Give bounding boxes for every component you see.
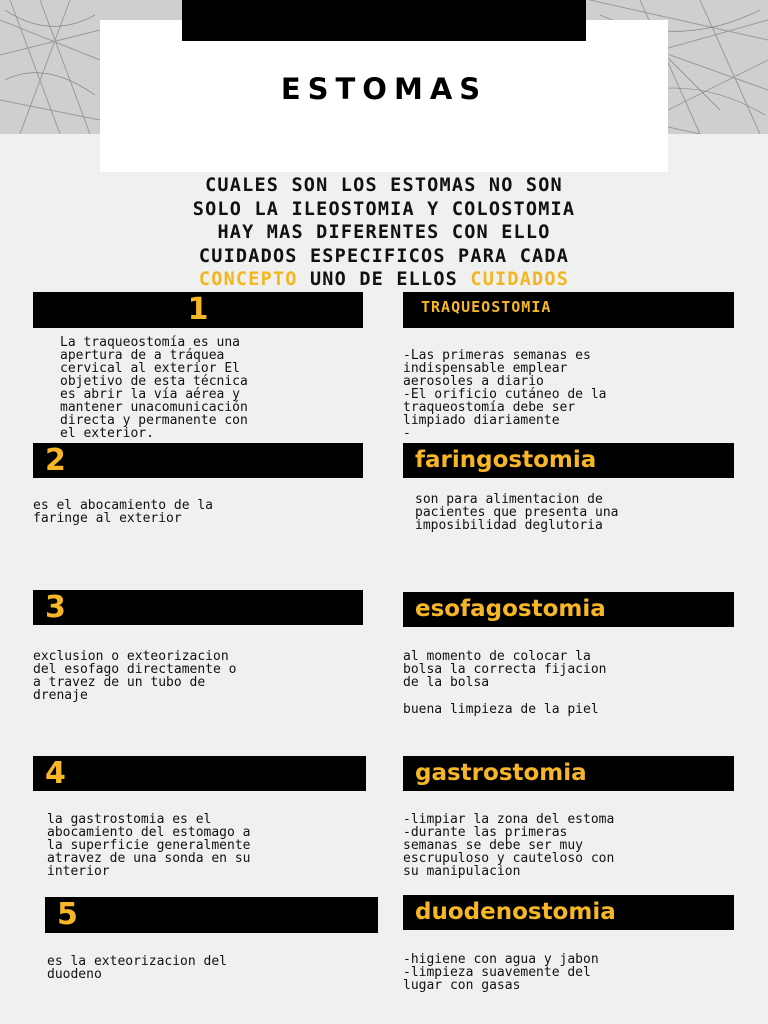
title-top-bar [182,0,586,41]
section-care-5: -higiene con agua y jabon -limpieza suavemente del lugar con gasas [403,952,599,993]
section-number-4: 4 [33,756,366,791]
intro-line: CUALES SON LOS ESTOMAS NO SON [205,175,563,196]
intro-line: CUIDADOS ESPECIFICOS PARA CADA [198,245,570,267]
section-heading-5: duodenostomia [403,895,734,930]
section-heading-4: gastrostomia [403,756,734,791]
intro-highlight: CONCEPTO [198,269,298,290]
intro-line: HAY MAS DIFERENTES CON ELLO [217,222,551,243]
section-definition-5: es la exteorizacion del duodeno [47,954,228,982]
section-heading-1: TRAQUEOSTOMIA [403,292,734,328]
section-care-extra-3: buena limpieza de la piel [403,702,599,717]
section-care-3: al momento de colocar la bolsa la correcta fijacion de la bolsa [403,649,607,690]
section-number-5: 5 [45,897,378,933]
section-care-4: -limpiar la zona del estoma -durante las primeras semanas se debe ser muy escrupuloso y cauteloso con su manipulacion [403,812,615,879]
section-care-2: son para alimentacion de pacientes que presenta una imposibilidad deglutoria [415,492,619,533]
intro-highlight: CUIDADOS [470,269,570,290]
section-heading-3: esofagostomia [403,592,734,627]
page-title: ESTOMAS [280,72,488,106]
intro-line [60,268,708,292]
section-definition-1: La traqueostomía es una apertura de a tráquea cervical al exterior El objetivo de esta técnica es abrir la vía aérea y mantener unacomunicación directa y permanente con el exterior. [60,335,248,441]
section-number-3: 3 [33,590,363,625]
intro-fragment: UNO DE ELLOS [297,269,471,290]
section-heading-2: faringostomia [403,443,734,478]
section-care-1: -Las primeras semanas es indispensable emplear aerosoles a diario -El orificio cutáneo de la traqueostomía debe ser limpiado diariamente - [403,348,607,441]
section-number-1: 1 [33,292,363,328]
section-definition-2: es el abocamiento de la faringe al exterior [33,498,214,526]
section-number-2: 2 [33,443,363,478]
section-definition-3: exclusion o exteorizacion del esofago directamente o a travez de un tubo de drenaje [33,649,237,703]
section-definition-4: la gastrostomia es el abocamiento del estomago a la superficie generalmente atravez de una sonda en su interior [47,812,251,879]
intro-text [60,174,708,292]
intro-line: SOLO LA ILEOSTOMIA Y COLOSTOMIA [192,198,576,220]
